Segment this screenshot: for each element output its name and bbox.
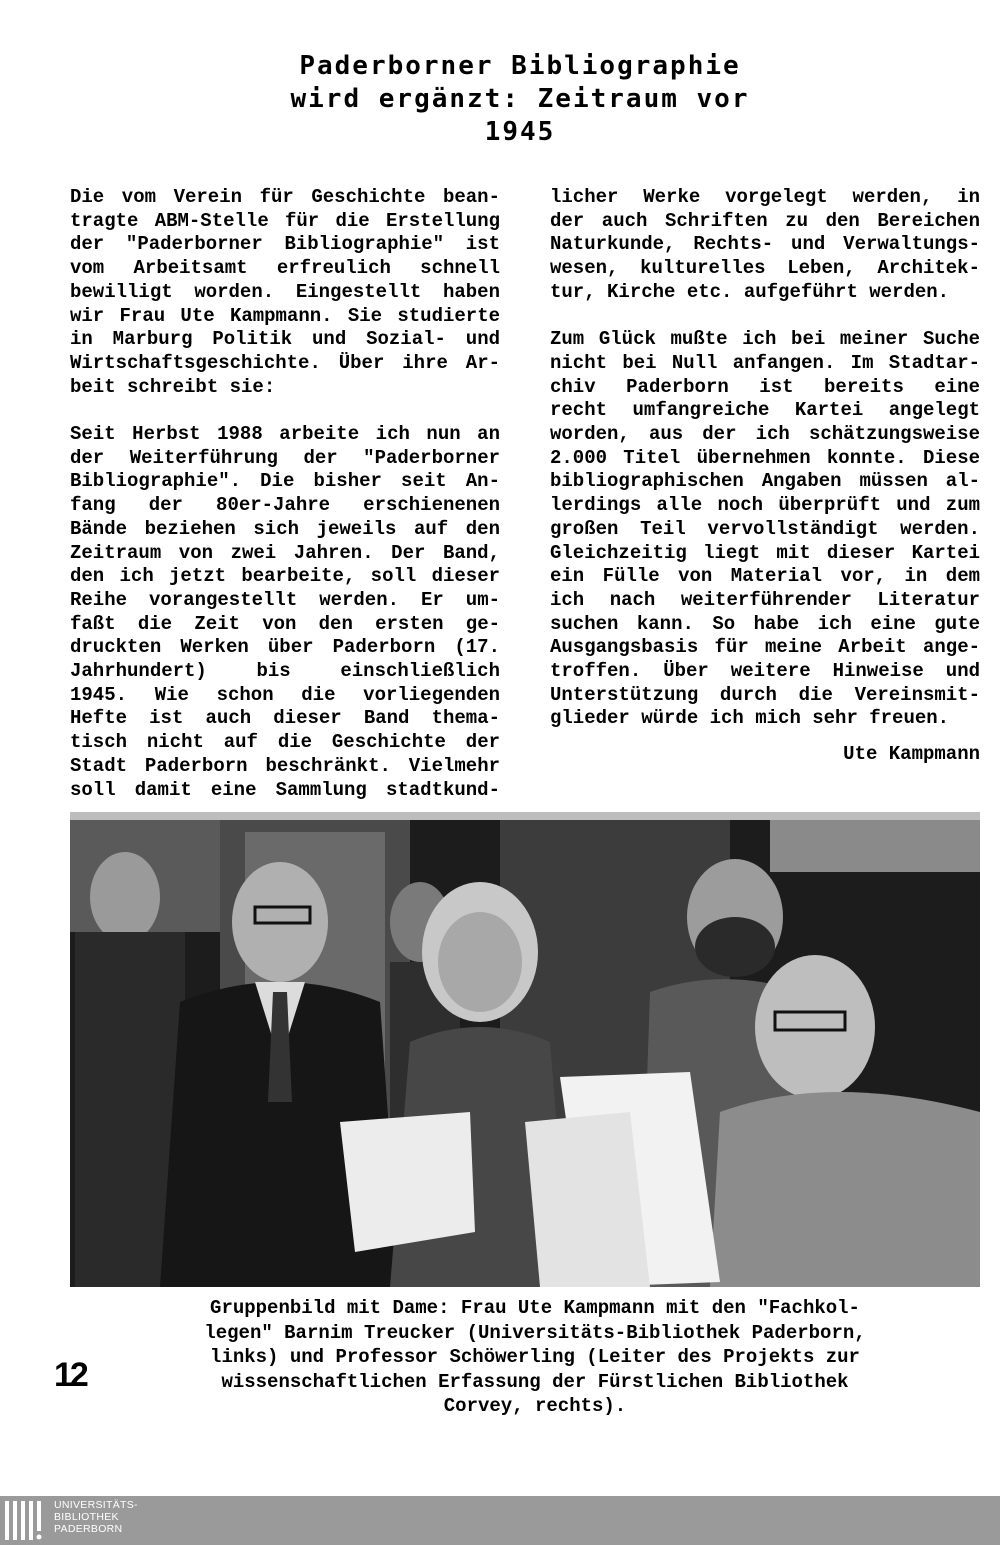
text-line: recht umfangreiche Kartei angelegt [550,399,980,422]
text-line: Stadt Paderborn beschränkt. Vielmehr [70,754,500,777]
text-line: Bibliographie". Die bisher seit An- [70,470,500,493]
paragraph [550,328,980,731]
text-line: in Marburg Politik und Sozial- und [70,328,500,351]
group-photo-image [70,812,980,1287]
text-line: der auch Schriften zu den Bereichen [550,209,980,232]
library-logo-icon [4,1500,46,1541]
text-line: großen Teil vervollständigt werden. [550,517,980,540]
text-line: Reihe vorangestellt werden. Er um- [70,588,500,611]
text-line: Wirtschaftsgeschichte. Über ihre Ar- [70,351,500,374]
text-line: 1945. Wie schon die vorliegenden [70,683,500,706]
text-line: Hefte ist auch dieser Band thema- [70,707,500,730]
text-line: bibliographischen Angaben müssen al- [550,470,980,493]
text-line: ein Fülle von Material vor, in dem [550,565,980,588]
caption-line: Corvey, rechts). [443,1395,627,1417]
text-line: soll damit eine Sammlung stadtkund- [70,778,500,801]
group-photo [70,812,980,1287]
text-line: tisch nicht auf die Geschichte der [70,731,500,754]
text-line: Zeitraum von zwei Jahren. Der Band, [70,541,500,564]
paragraph [70,186,500,399]
text-line: chiv Paderborn ist bereits eine [550,375,980,398]
text-line: worden, aus der ich schätzungsweise [550,423,980,446]
text-line: nicht bei Null anfangen. Im Stadtar- [550,351,980,374]
title-line: 1945 [484,117,556,147]
text-line: Gleichzeitig liegt mit dieser Kartei [550,541,980,564]
text-line: lerdings alle noch überprüft und zum [550,494,980,517]
caption-line: links) und Professor Schöwerling (Leiter des Projekts zur [210,1346,860,1368]
caption-line: Gruppenbild mit Dame: Frau Ute Kampmann mit den "Fachkol- [210,1297,860,1319]
text-line: beit schreibt sie: [70,375,276,398]
text-line: bewilligt worden. Eingestellt haben [70,280,500,303]
title-line: wird ergänzt: Zeitraum vor [290,84,750,114]
text-line: Die vom Verein für Geschichte bean- [70,186,500,208]
text-line: Jahrhundert) bis einschließlich [70,660,500,683]
paragraph [550,186,980,305]
text-line: Ausgangsbasis für meine Arbeit ange- [550,636,980,659]
text-line: fang der 80er-Jahre erschienenen [70,494,500,517]
library-name [54,1499,138,1535]
text-line: suchen kann. So habe ich eine gute [550,612,980,635]
text-line: druckten Werken über Paderborn (17. [70,636,500,659]
text-line: glieder würde ich mich sehr freuen. [550,707,950,730]
text-line: vom Arbeitsamt erfreulich schnell [70,257,500,280]
caption-line: wissenschaftlichen Erfassung der Fürstlichen Bibliothek [221,1370,849,1393]
text-line: den ich jetzt bearbeite, soll dieser [70,565,500,588]
text-line: 2.000 Titel übernehmen konnte. Diese [550,446,980,469]
text-line: wir Frau Ute Kampmann. Sie studierte [70,304,500,327]
photo-caption [150,1296,920,1419]
text-line: faßt die Zeit von den ersten ge- [70,612,500,635]
caption-line: legen" Barnim Treucker (Universitäts-Bibliothek Paderborn, [204,1321,866,1344]
text-line: troffen. Über weitere Hinweise und [550,660,980,683]
text-line: tragte ABM-Stelle für die Erstellung [70,209,500,232]
text-line: der "Paderborner Bibliographie" ist [70,233,500,256]
text-line: Bände beziehen sich jeweils auf den [70,517,500,540]
library-name-line: UNIVERSITÄTS- [54,1499,138,1511]
page-number: 12 [54,1356,86,1394]
text-line: wesen, kulturelles Leben, Architek- [550,257,980,280]
left-column [70,186,500,802]
right-column [550,186,980,767]
text-line: Zum Glück mußte ich bei meiner Suche [550,328,980,351]
text-line: ich nach weiterführender Literatur [550,588,980,611]
author-signature: Ute Kampmann [843,743,980,766]
text-line: tur, Kirche etc. aufgeführt werden. [550,280,950,303]
paragraph [70,423,500,802]
library-name-line: BIBLIOTHEK [54,1511,119,1523]
title-line: Paderborner Bibliographie [299,51,741,81]
article-title [140,50,900,149]
text-line: Naturkunde, Rechts- und Verwaltungs- [550,233,980,256]
text-line: der Weiterführung der "Paderborner [70,446,500,469]
text-line: Unterstützung durch die Vereinsmit- [550,683,980,706]
text-line: licher Werke vorgelegt werden, in [550,186,980,208]
library-footer [0,1496,1000,1545]
text-line: Seit Herbst 1988 arbeite ich nun an [70,423,500,446]
library-name-line: PADERBORN [54,1523,123,1535]
